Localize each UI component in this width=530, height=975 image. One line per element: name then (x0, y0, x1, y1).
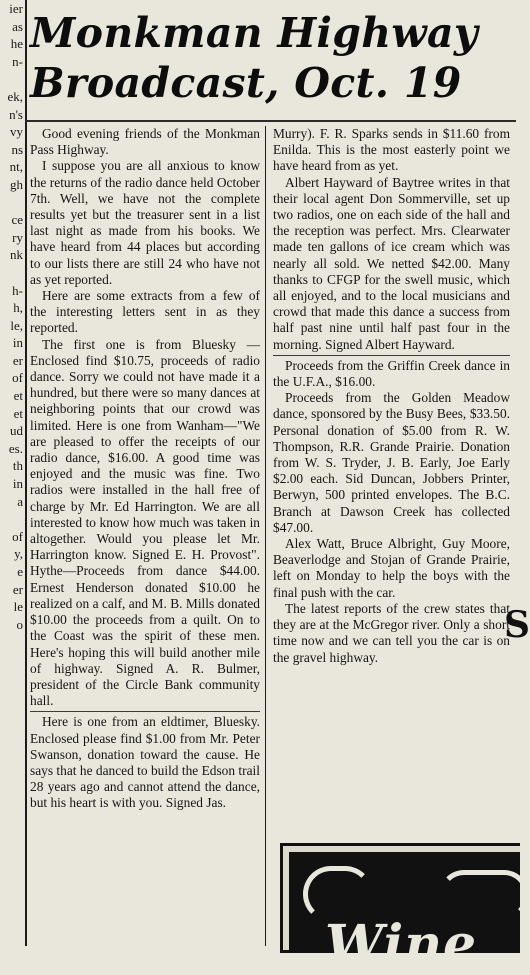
fragment-line: le (13, 599, 23, 615)
fragment-line: e (17, 564, 23, 579)
fragment-line: le, (10, 317, 23, 333)
fragment-line (0, 739, 24, 757)
adjacent-column-fragment (0, 0, 24, 946)
fragment-line: y, (14, 546, 23, 562)
paragraph: Good evening friends of the Monkman Pass Highway. (30, 126, 260, 158)
advertisement-panel (289, 852, 520, 975)
paragraph: The first one is from Bluesky —Enclosed find $10.75, proceeds of radio dance. Sorry we could not have made it a hundred, but there were so many dances at neighboring points that our crowd was limited. Here is one from Wanham—"We are pleased to offer the receipts of our radio dance, $16.00. A good time was enjoyed and the music was fine. Two radios were installed in the hall free of charge by Mr. Ed Harrington. We are all interested to know how much was taken in altogether. Would you please let Mr. Harrington know. Signed E. H. Provost". Hythe—Proceeds from dance $44.00. Ernest Henderson donated $10.00 he realized on a calf, and M. B. Mills donated $10.00 the proceeds from a quilt. On to the Coast was the spirit of these men. Here's hoping this will build another mile of highway. Signed A. R. Bulmer, president of the Circle Bank community hall. (30, 336, 260, 709)
fragment-line: in (12, 335, 23, 351)
fragment-line: et (13, 405, 23, 421)
paragraph-rule (273, 355, 510, 356)
fragment-line: et (13, 388, 23, 404)
fragment-line (0, 510, 24, 528)
fragment-line: in (12, 476, 23, 492)
fragment-line: ns (11, 141, 23, 157)
fragment-line: n- (12, 53, 23, 69)
fragment-line: ek, (7, 88, 23, 104)
fragment-line: nt, (9, 159, 23, 175)
fragment-line: gh (10, 176, 23, 192)
fragment-line: of (12, 528, 23, 544)
paragraph: Proceeds from the Golden Meadow dance, sponsored by the Busy Bees, $33.50. Personal donation of $5.00 from R. W. Thompson, R.R. Grande Prairie. Donation from W. S. Tryder, J. B. Early, Joe Early $2.00 each. Sid Duncan, Jobbers Printer, Berwyn, 500 printed envelopes. The B.C. Branch at Dawson Creek has collected $47.00. (273, 390, 510, 535)
paragraph: Alex Watt, Bruce Albright, Guy Moore, Beaverlodge and Stojan of Grande Prairie, left on Monday to help the boys with the final push with the car. (273, 536, 510, 600)
paragraph: Here are some extracts from a few of the interesting letters sent in as they reported. (30, 288, 260, 336)
fragment-line (0, 845, 24, 863)
fragment-line: a (17, 493, 23, 509)
fragment-line (0, 862, 24, 880)
fragment-line: n's (9, 106, 23, 122)
fragment-line (0, 897, 24, 915)
fragment-line: nk (10, 247, 23, 263)
fragment-line (0, 827, 24, 845)
article-column-left (30, 126, 260, 812)
fragment-line: ier (9, 1, 23, 16)
fragment-line (0, 633, 24, 651)
fragment-line: vy (10, 124, 23, 140)
fragment-line: ce (11, 212, 23, 228)
fragment-line (0, 757, 24, 775)
article-column-right (273, 126, 510, 666)
fragment-line: he (10, 36, 23, 52)
fragment-line: ud (10, 423, 23, 439)
fragment-line (0, 704, 24, 722)
fragment-line (0, 194, 24, 212)
column-divider-center (265, 126, 266, 946)
fragment-line: h- (12, 282, 23, 298)
paragraph: Murry). F. R. Sparks sends in $11.60 from Enilda. This is the most easterly point we have heard from as yet. (273, 126, 510, 174)
paragraph: Here is one from an eldtimer, Bluesky. Enclosed please find $1.00 from Mr. Peter Swanson, donation toward the cause. He says that he danced to build the Edson trail 28 years ago and cannot attend the dance, but his heart is with you. Signed Jas. (30, 714, 260, 811)
adjacent-headline-fragment: S (504, 604, 530, 646)
fragment-line: of (12, 370, 23, 386)
headline-rule (26, 120, 516, 122)
column-divider-left (25, 0, 27, 946)
fragment-line: er (12, 352, 23, 368)
fragment-line (0, 669, 24, 687)
fragment-line: as (12, 18, 23, 34)
fragment-line (0, 792, 24, 810)
fragment-line: es. (8, 440, 23, 456)
headline-line-2: Broadcast, Oct. 19 (30, 59, 462, 107)
fragment-line (0, 880, 24, 898)
fragment-line: h, (13, 300, 23, 316)
advertisement-fragment (280, 843, 520, 975)
fragment-line (0, 70, 24, 88)
paragraph: Proceeds from the Griffin Creek dance in the U.F.A., $16.00. (273, 357, 510, 390)
headline-line-1: Monkman Highway (30, 9, 478, 57)
fragment-line: o (16, 616, 23, 632)
headline (30, 8, 514, 108)
fragment-line (0, 651, 24, 669)
fragment-line: er (12, 581, 23, 597)
flourish-ornament (439, 870, 529, 920)
fragment-line (0, 721, 24, 739)
paragraph: I suppose you are all anxious to know the returns of the radio dance held October 7th. Well, we have not the complete results yet but the treasurer sent in a list last night as made from his books. We have heard from 44 places but according to our lists there are still 24 who have not as yet reported. (30, 158, 260, 287)
fragment-line: ry (12, 229, 23, 245)
fragment-line (0, 264, 24, 282)
fragment-line (0, 686, 24, 704)
fragment-line: th (12, 458, 23, 474)
paragraph-rule (30, 711, 260, 712)
advertisement-text: Wine (325, 914, 478, 975)
paragraph: Albert Hayward of Baytree writes in that their local agent Don Sommerville, set up two radios, one on each side of the hall and the reception was perfect. Mrs. Clearwater made ten gallons of ice cream which was nearly all sold. We netted $42.00. Many thanks to CFGP for the swell music, which all enjoyed, and to the local musicians and crowd that made this dance a success from half past nine until half past four in the morning. Signed Albert Hayward. (273, 174, 510, 352)
paragraph: The latest reports of the crew states that they are at the McGregor river. Only a short time now and we can tell you the car is on the gravel highway. (273, 600, 510, 665)
fragment-line (0, 774, 24, 792)
fragment-line (0, 809, 24, 827)
